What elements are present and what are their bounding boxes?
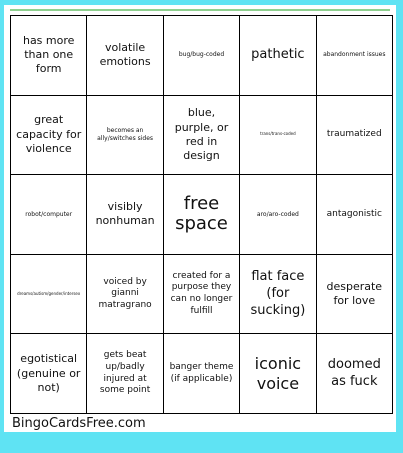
bingo-cell[interactable]: has more than one form	[11, 16, 87, 96]
bingo-cell[interactable]: antagonistic	[317, 175, 393, 255]
bingo-cell[interactable]: blue, purple, or red in design	[164, 96, 240, 176]
bingo-cell[interactable]: desperate for love	[317, 255, 393, 335]
bingo-cell[interactable]: gets beat up/badly injured at some point	[87, 334, 163, 414]
bingo-cell[interactable]: great capacity for violence	[11, 96, 87, 176]
bingo-cell[interactable]: flat face (for sucking)	[240, 255, 316, 335]
bingo-cell[interactable]: traumatized	[317, 96, 393, 176]
free-space-cell[interactable]: free space	[164, 175, 240, 255]
bingo-cell[interactable]: aro/aro-coded	[240, 175, 316, 255]
bingo-cell[interactable]: created for a purpose they can no longer fulfill	[164, 255, 240, 335]
bingo-cell[interactable]: trans/trans-coded	[240, 96, 316, 176]
bingo-cell[interactable]: banger theme (if applicable)	[164, 334, 240, 414]
bingo-card	[4, 5, 396, 432]
bingo-cell[interactable]: egotistical (genuine or not)	[11, 334, 87, 414]
bingo-cell[interactable]: iconic voice	[240, 334, 316, 414]
bingo-cell[interactable]: robot/computer	[11, 175, 87, 255]
bingo-cell[interactable]: doomed as fuck	[317, 334, 393, 414]
bingo-cell[interactable]: dreams/autism/gender/intersex	[11, 255, 87, 335]
bingo-cell[interactable]: volatile emotions	[87, 16, 163, 96]
site-watermark: BingoCardsFree.com	[12, 416, 146, 431]
bingo-grid	[10, 15, 393, 414]
bingo-cell[interactable]: becomes an ally/switches sides	[87, 96, 163, 176]
bingo-cell[interactable]: bug/bug-coded	[164, 16, 240, 96]
bingo-cell[interactable]: voiced by gianni matragrano	[87, 255, 163, 335]
bingo-cell[interactable]: visibly nonhuman	[87, 175, 163, 255]
bingo-cell[interactable]: abandonment issues	[317, 16, 393, 96]
bingo-cell[interactable]: pathetic	[240, 16, 316, 96]
card-top-divider	[10, 9, 390, 11]
